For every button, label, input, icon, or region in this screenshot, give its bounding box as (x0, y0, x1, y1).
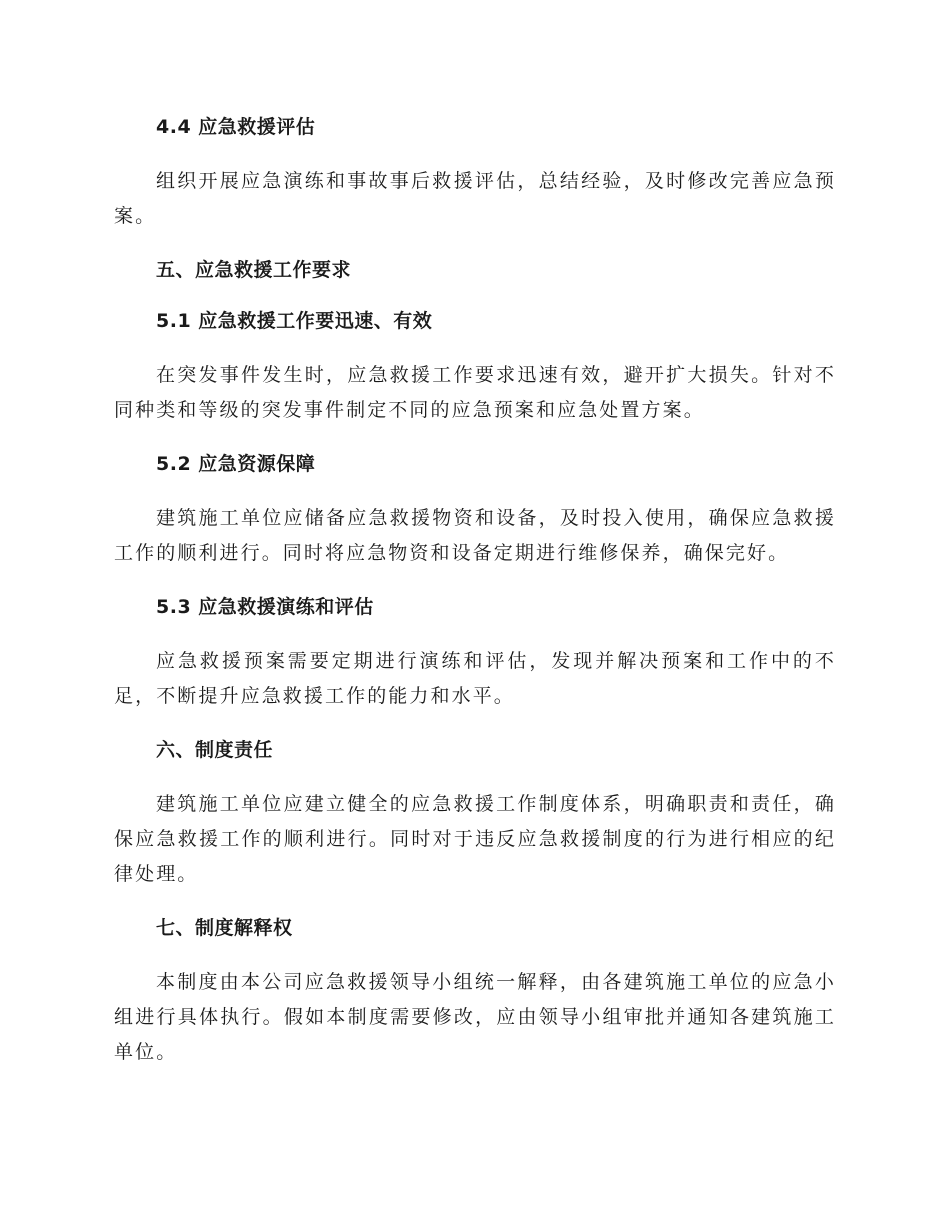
section-heading-7: 七、制度解释权 (156, 917, 293, 939)
section-heading-4-4: 4.4 应急救援评估 (156, 116, 316, 138)
section-heading-5-2: 5.2 应急资源保障 (156, 453, 316, 475)
paragraph-6: 建筑施工单位应建立健全的应急救援工作制度体系，明确职责和责任，确保应急救援工作的顺利进行。同时对于违反应急救援制度的行为进行相应的纪律处理。 (114, 793, 836, 885)
paragraph-5-1: 在突发事件发生时，应急救援工作要求迅速有效，避开扩大损失。针对不同种类和等级的突发事件制定不同的应急预案和应急处置方案。 (114, 364, 836, 421)
paragraph-5-3: 应急救援预案需要定期进行演练和评估，发现并解决预案和工作中的不足，不断提升应急救援工作的能力和水平。 (114, 650, 836, 707)
section-heading-6: 六、制度责任 (156, 739, 274, 761)
paragraph-5-2: 建筑施工单位应储备应急救援物资和设备，及时投入使用，确保应急救援工作的顺利进行。同时将应急物资和设备定期进行维修保养，确保完好。 (114, 507, 836, 564)
paragraph-7: 本制度由本公司应急救援领导小组统一解释，由各建筑施工单位的应急小组进行具体执行。假如本制度需要修改，应由领导小组审批并通知各建筑施工单位。 (114, 971, 836, 1063)
section-heading-5-3: 5.3 应急救援演练和评估 (156, 596, 374, 618)
section-heading-5-1: 5.1 应急救援工作要迅速、有效 (156, 310, 433, 332)
section-heading-5: 五、应急救援工作要求 (156, 259, 352, 281)
paragraph-4-4: 组织开展应急演练和事故事后救援评估，总结经验，及时修改完善应急预案。 (114, 170, 836, 227)
